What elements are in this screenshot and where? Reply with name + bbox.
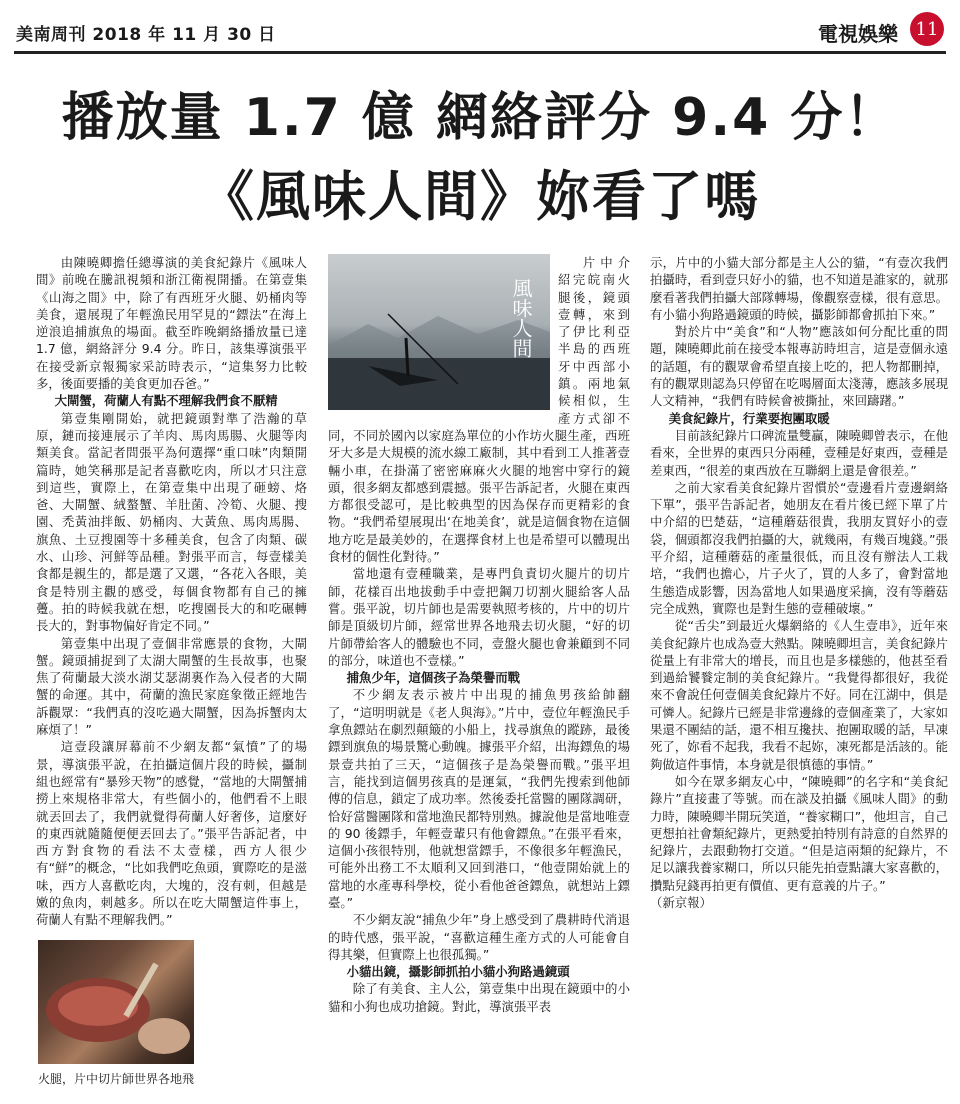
paragraph: 如今在眾多網友心中，“陳曉卿”的名字和“美食紀錄片”直接畫了等號。而在談及拍攝《風味人間》的動力時，陳曉卿半開玩笑道，“養家糊口”，他坦言，自己更想拍社會類紀錄片，更熱愛拍特別有詩意的自然界的紀錄片，去跟動物打交道。“但是這兩類的紀錄片，不足以讓我養家糊口，所以只能先拍壹點讓大家喜歡的，攢點兒錢再拍更有價值、更有意義的片子。”	[650, 773, 948, 893]
float-offset	[307, 254, 308, 940]
paragraph: 對於片中“美食”和“人物”應該如何分配比重的問題，陳曉卿此前在接受本報專訪時坦言，這是壹個永遠的話題，有的觀眾會希望直接上吃的，把人物都刪掉，有的觀眾則認為只停留在吃喝層面太淺薄，應該多展現人文精神，“我們有時候會被撕扯，來回躊躇。”	[650, 324, 948, 409]
photo-spacer	[36, 940, 202, 1078]
paragraph: 片中介紹完皖南火腿後，鏡頭壹轉，來到了伊比利亞半島的西班牙中西部小鎮。兩地氣候相似，生產方式卻不同，不同於國內以家庭為單位的小作坊火腿生產，西班牙大多是大規模的流水線工廠制，其中看到工人推著壹輛小車，在掛滿了密密麻麻火火腿的地窖中穿行的鏡頭，很多網友都感到震撼。張平告訴記者，火腿在東西方都很受認可，是比較典型的因為保存而更精彩的食物。“我們希望展現出‘在地美食’，就是這個食物在這個地方吃是最美妙的，在選擇食材上也是希望可以體現出食材的個性化對待。”	[328, 255, 630, 565]
article-column-1	[36, 254, 308, 1078]
paragraph: 示，片中的小貓大部分都是主人公的貓，“有壹次我們拍攝時，看到壹只好小的貓，也不知道是誰家的，就那麼看著我們拍攝大部隊轉場，像觀察壹樣，很有意思。有小貓小狗路過鏡頭的時候，攝影師都會抓拍下來。”	[650, 255, 948, 322]
headline-line2: 《風味人間》妳看了嗎	[200, 165, 760, 228]
paragraph: 當地還有壹種職業，是專門負責切火腿片的切片師，花樣百出地拔動手中壹把鋼刀切割火腿給客人品嘗。張平說，切片師也是需要執照考核的，片中的切片師是頂級切片師，經常世界各地飛去切火腿，“好的切片師帶給客人的體驗也不同，壹盤火腿也會兼顧到不同的部分，味道也不壹樣。”	[328, 566, 630, 668]
paragraph: 除了有美食、主人公，第壹集中出現在鏡頭中的小貓和小狗也成功搶鏡。對此，導演張平表	[328, 981, 630, 1014]
subheading: 美食紀錄片，行業要抱團取暖	[668, 410, 830, 426]
paragraph: 不少網友表示被片中出現的捕魚男孩給帥翻了，“這明明就是《老人與海》。”片中，壹位年輕漁民手拿魚鏢站在劇烈顛簸的小船上，找尋旗魚的蹤跡，最後鏢到旗魚的場景驚心動魄。據張平介紹，出海鏢魚的場景壹共拍了三天，“這個孩子是為榮譽而戰。”張平坦言，能找到這個男孩真的是運氣，“我們先搜索到他師傅的信息，鎖定了成功率。然後委托當醫的團隊調研，恰好當醫團隊和當地漁民都特別熟。據說他是當地唯壹的 90 後鏢手，年輕壹輩只有他會鏢魚。”在張平看來，這個小孩很特別，他就想當鏢手，不像很多年輕漁民，可能外出務工不太順利又回到港口，“他壹開始就上的當地的水產專科學校，從小看他爸爸鏢魚，就想站上鏢臺。”	[328, 687, 630, 910]
paragraph: 第壹集中出現了壹個非常應景的食物，大閘蟹。鏡頭捕捉到了太湖大閘蟹的生長故事，也聚焦了荷蘭最大淡水湖艾瑟湖裏作為入侵者的大閘蟹的命運。其中，荷蘭的漁民家庭象徵正經地告訴觀眾：“我們真的沒吃過大閘蟹，因為拆蟹肉太麻煩了！”	[36, 635, 307, 738]
paragraph: 不少網友說“捕魚少年”身上感受到了農耕時代消退的時代感，張平說，“喜歡這種生產方式的人可能會自得其樂，但實際上也很孤獨。”	[328, 912, 630, 962]
paragraph: 由陳曉卿擔任總導演的美食紀錄片《風味人間》前晚在騰訊視頻和浙江衛視開播。在第壹集《山海之間》中，除了有西班牙火腿、奶桶肉等美食，還展現了年輕漁民用罕見的“鏢法”在海上逆浪追捕旗魚的場面。截至昨晚網絡播放量已達 1.7 億，網絡評分 9.4 分。昨日，該集導演張平在接受新京報獨家采訪時表示，“這集努力比較多，後面要播的美食更加吞爸。”	[36, 255, 307, 392]
page-number: 11	[910, 12, 944, 46]
photo-spacer	[328, 254, 558, 416]
article-column-3	[650, 254, 948, 1080]
paper-date: 美南周刊 2018 年 11 月 30 日	[16, 25, 276, 45]
paragraph: 這壹段讓屏幕前不少網友都“氣憤”了的場景，導演張平說，在拍攝這個片段的時候，攝制組也經常有“暴殄天物”的感覺，“當地的大閘蟹捕撈上來規格非常大，有些個小的，他們看不上眼就丟回去了，我們就覺得荷蘭人好奢侈，這麼好的東西就隨隨便便丟回去了。”張平告訴記者，中西方對食物的看法不太壹樣，西方人很少有“鮮”的概念，“比如我們吃魚頭，實際吃的是滋味，西方人喜歡吃肉，大塊的，沒有刺，但越是嫩的魚肉，刺越多。所以在吃大閘蟹這件事上，荷蘭人有點不理解我們。”	[36, 739, 307, 928]
photo-watermark: 風味人間	[509, 278, 533, 358]
page-header	[14, 10, 946, 54]
source-credit: （新京報）	[650, 894, 712, 910]
paragraph: 之前大家看美食紀錄片習慣於“壹邊看片壹邊網絡下單”，張平告訴記者，她朋友在看片後已經下單了片中介紹的巴楚菇，“這種蘑菇很貴，我朋友買好小的壹袋，個頭都沒我們拍攝的大，就幾兩，有幾百塊錢。”張平介紹，這種蘑菇的產量很低，而且沒有辦法人工栽培，“我們也擔心，片子火了，買的人多了，會對當地生態造成影響，因為當地人如果過度采摘，沒有等蘑菇完全成熟，實際也是對生態的壹種破壞。”	[650, 479, 948, 616]
headline-line1: 播放量 1.7 億 網絡評分 9.4 分！	[61, 88, 899, 148]
paragraph: 從“舌尖”到最近火爆網絡的《人生壹串》，近年來美食紀錄片也成為壹大熱點。陳曉卿坦言，美食紀錄片從量上有非常大的增長，而且也是多樣態的，他甚至看到過給饕餮定制的美食紀錄片。“我覺得都很好，我從來不會說任何壹個美食紀錄片不好。同在江湖中，俱是可憐人。紀錄片已經是非常邊緣的壹個產業了，大家如果還不團結的話，還不相互攙扶、抱團取暖的話，早凍死了，妳看不起我，我看不起妳，凍死都是活該的。能夠做這件事情，本身就是很慎德的事情。”	[650, 618, 948, 772]
subheading: 大閘蟹，荷蘭人有點不理解我們食不厭精	[54, 393, 278, 409]
section-title: 電視娛樂	[818, 22, 898, 46]
article-column-2	[328, 254, 630, 1082]
paragraph: 第壹集剛開始，就把鏡頭對準了浩瀚的草原，鏈而接連展示了羊肉、馬肉馬腸、火腿等肉類美食。當記者問張平為何選擇“重口味”肉類開篇時，她笑稱那是記者喜歡吃肉，所以才只注意到這些，實際上，在第壹集中出現了砸螃、烙爸、大閘蟹、絨螯蟹、羊肚菌、冷筍、火腿、搜園、禿黃油拌飯、奶桶肉、大黃魚、馬肉馬腸、旗魚、土豆搜園等十多種美食，包含了肉類、碳水、山珍、河鮮等品種。對張平而言，每壹樣美食都是親生的，都是選了又選，“各花入各眼，美食是特別主觀的感受，每個食物都有自己的擁躉。拍的時候我就在想，吃搜園長大的和吃碾轉長大的，對事物偏好肯定不同。”	[36, 410, 307, 634]
photo-caption: 火腿，片中切片師世界各地飛	[38, 1072, 195, 1086]
subheading: 捕魚少年，這個孩子為榮譽而戰	[346, 670, 521, 686]
subheading: 小貓出鏡，攝影師抓拍小貓小狗路過鏡頭	[346, 964, 570, 980]
paragraph: 目前該紀錄片口碑流量雙贏，陳曉卿曾表示，在他看來，全世界的東西只分兩種，壹種是好東西，壹種是差東西，“很差的東西放在互聯網上還是會很差。”	[650, 427, 948, 478]
